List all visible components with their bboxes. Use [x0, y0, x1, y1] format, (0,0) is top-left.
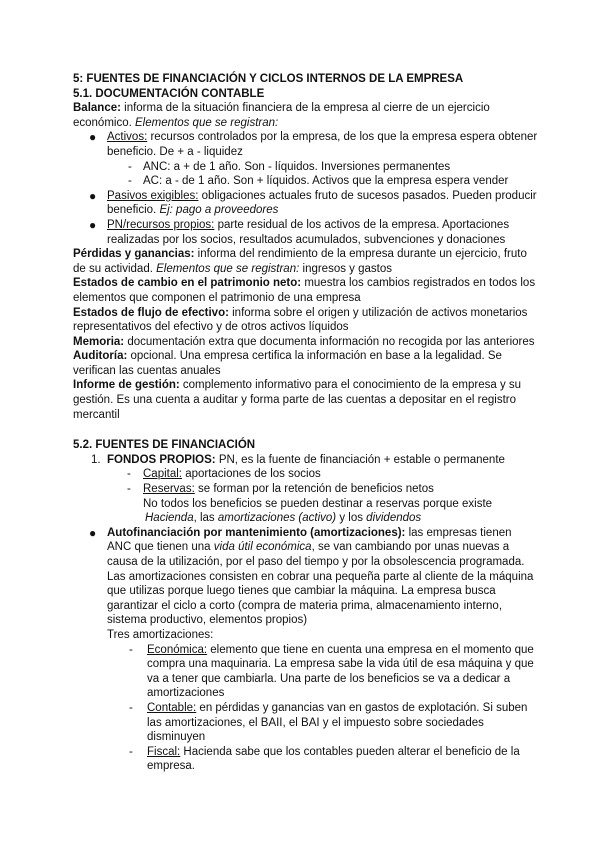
dash-icon: -: [129, 745, 133, 758]
list-item-ac: - AC: a - de 1 año. Son + líquidos. Activos que la empresa espera vender: [128, 175, 509, 188]
para-auditoria: Auditoría: opcional. Una empresa certifica la información en base a la legalidad. Se verifican las cuentas anuales: [73, 350, 502, 377]
list-item-contable: - Contable: en pérdidas y ganancias van en gastos de explotación. Si suben las amortizaciones, el BAII, el BAI y el impuesto sobre sociedades disminuyen: [129, 701, 528, 744]
bullet-icon: ●: [89, 525, 97, 540]
dash-icon: -: [128, 175, 132, 188]
list-item-fondos-propios: 1. FONDOS PROPIOS: PN, es la fuente de financiación + estable o permanente: [91, 453, 505, 466]
list-item-autofinanciacion: ● Autofinanciación por mantenimiento (amortizaciones): las empresas tienen ANC que tienen una vida útil económica, se van cambiando por unas nuevas a causa de la utilización, por el paso del tiempo y por la obsolescencia programada. Las amortizaciones consisten en cobrar una pequeña parte al cliente de la máquina que utilizas porque luego tienes que cambiar la máquina. La empresa busca garantizar el ciclo a corto (compra de materia prima, almacenamiento interno, sistema productivo, elementos propios): [89, 525, 534, 627]
list-item-activos: ● Activos: recursos controlados por la empresa, de los que la empresa espera obtener beneficio. De + a - liquidez: [89, 130, 538, 158]
list-item-pasivos: ● Pasivos exigibles: obligaciones actuales fruto de sucesos pasados. Pueden producir beneficio. Ej: pago a proveedores: [89, 188, 537, 217]
dash-icon: -: [129, 701, 133, 714]
para-informe-gestion: Informe de gestión: complemento informativo para el conocimiento de la empresa y su gestión. Es una cuenta a auditar y forma parte de las cuentas a depositar en el registro mercantil: [73, 379, 522, 421]
dash-icon: -: [127, 468, 131, 481]
para-ecpn: Estados de cambio en el patrimonio neto: muestra los cambios registrados en todos los elementos que componen el patrimonio de una empresa: [73, 277, 536, 304]
bullet-icon: ●: [89, 130, 97, 145]
dash-icon: -: [127, 483, 131, 496]
list-item-anc: - ANC: a + de 1 año. Son - líquidos. Inversiones permanentes: [128, 160, 451, 173]
list-item-economica: - Económica: elemento que tiene en cuenta una empresa en el momento que compra una maquinaria. La empresa sabe la vida útil de esa máquina y que va a tener que cambiarla. Una parte de los beneficios se va a dedicar a amortizaciones: [129, 643, 534, 700]
list-item-pn: ● PN/recursos propios: parte residual de los activos de la empresa. Aportaciones realizadas por los socios, resultados acumulados, subvenciones y donaciones: [89, 217, 510, 246]
bullet-icon: ●: [89, 188, 97, 203]
para-memoria: Memoria: documentación extra que documenta información no recogida por las anteriores: [73, 335, 535, 348]
list-item-reservas: - Reservas: se forman por la retención de beneficios netos: [127, 483, 434, 496]
reservas-note-cont: Hacienda, las amortizaciones (activo) y los dividendos: [145, 512, 422, 525]
dash-icon: -: [129, 643, 133, 656]
document-page: [73, 72, 538, 774]
tres-amortizaciones: Tres amortizaciones:: [107, 628, 214, 641]
para-balance: Balance: informa de la situación financiera de la empresa al cierre de un ejercicio económico. Elementos que se registran:: [73, 102, 490, 129]
bullet-icon: ●: [89, 217, 97, 232]
reservas-note: No todos los beneficios se pueden destinar a reservas porque existe: [143, 497, 493, 510]
para-pyg: Pérdidas y ganancias: informa del rendimiento de la empresa durante un ejercicio, fruto de su actividad. Elementos que se registran: ingresos y gastos: [73, 248, 527, 275]
para-efe: Estados de flujo de efectivo: informa sobre el origen y utilización de activos monetarios representativos del efectivo y de otros activos líquidos: [73, 306, 528, 334]
list-number: 1.: [91, 453, 101, 466]
dash-icon: -: [128, 160, 132, 173]
list-item-capital: - Capital: aportaciones de los socios: [127, 468, 321, 481]
section-heading-5-1: 5.1. DOCUMENTACIÓN CONTABLE: [73, 87, 265, 100]
section-heading-5-2: 5.2. FUENTES DE FINANCIACIÓN: [73, 439, 256, 452]
chapter-title: 5: FUENTES DE FINANCIACIÓN Y CICLOS INTERNOS DE LA EMPRESA: [73, 73, 464, 85]
list-item-fiscal: - Fiscal: Hacienda sabe que los contables pueden alterar el beneficio de la empresa.: [129, 745, 520, 773]
